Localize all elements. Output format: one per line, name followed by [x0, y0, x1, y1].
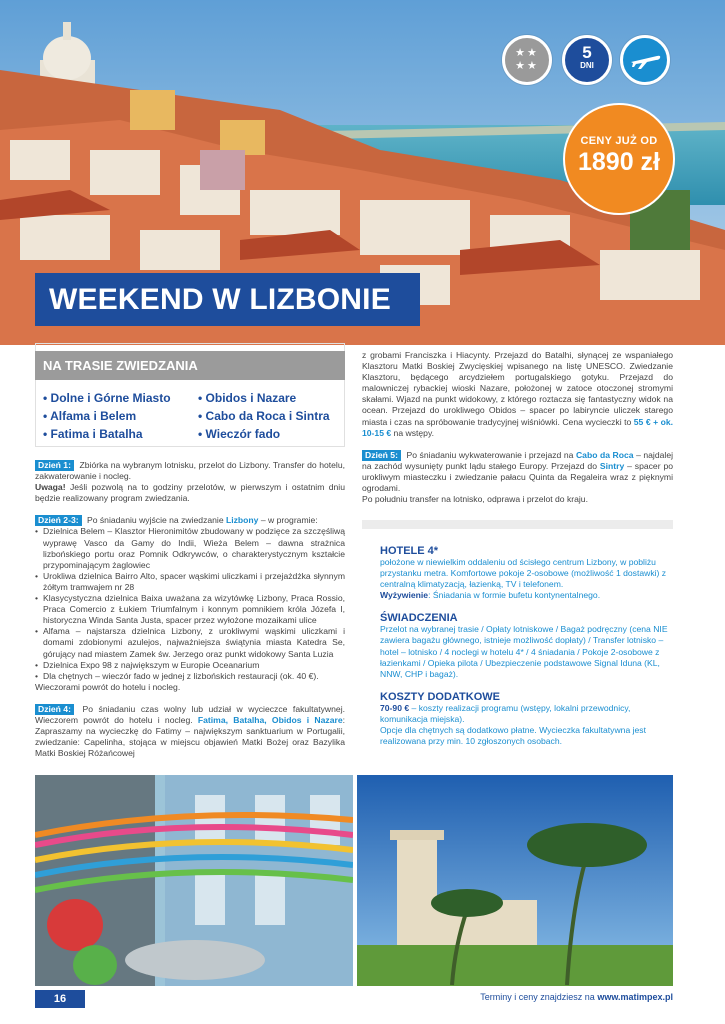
days-label: DNI — [580, 61, 594, 70]
costs-text — [380, 703, 673, 747]
price-badge — [563, 103, 675, 215]
program-left-column — [35, 460, 345, 759]
hotel-description: położone w niewielkim oddaleniu od ścisłego centrum Lizbony, w pobliżu przystanku metra. Komfortowe pokoje 2-osobowe (możliwość 1 dostawki) z centralną klimatyzacją, łazienką, TV i telefonem. — [380, 557, 667, 590]
footer-url[interactable]: www.matimpex.pl — [597, 992, 673, 1002]
day23-intro-b: – w programie: — [258, 515, 318, 526]
day5-text-c: – spacer po urokliwym miasteczku i zwiedzanie pałacu Quinta da Regaleira wraz z pięknymi ogrodami. — [362, 460, 674, 494]
price-a: Cena wycieczki to — [562, 416, 634, 427]
excursion-price: 55 € + ok. 10-15 € — [362, 416, 674, 438]
list-item: • Dzielnica Expo 98 z największym w Europie Oceanarium — [43, 660, 345, 671]
day23-label: Dzień 2-3: — [35, 515, 82, 526]
hotel-title: HOTELE 4* — [380, 545, 439, 557]
day23-outro: Wieczorami powrót do hotelu i nocleg. — [35, 681, 181, 692]
days-badge — [562, 35, 612, 85]
price-value: 1890 zł — [577, 148, 660, 176]
photo-street-decorations — [35, 775, 353, 986]
route-list-left — [43, 389, 171, 443]
day5-paragraph — [362, 450, 673, 494]
list-item: • Urokliwa dzielnica Bairro Alto, spacer wąskimi uliczkami i przejażdżka słynnym żółtym tramwajem nr 28 — [43, 571, 345, 593]
program-right-column — [362, 350, 673, 505]
plane-icon — [623, 38, 667, 82]
days-number: 5 — [582, 43, 592, 62]
photo-belem-tower — [357, 775, 673, 986]
stars-badge — [502, 35, 552, 85]
day5-text-a: Po śniadaniu wykwaterowanie i przejazd na — [406, 449, 576, 460]
costs-title: KOSZTY DODATKOWE — [380, 690, 500, 703]
note-label: Uwaga! — [35, 482, 66, 493]
page-number: 16 — [35, 990, 85, 1008]
hotel-stars: ★★ ★★ — [515, 47, 539, 72]
route-item: • Obidos i Nazare — [198, 391, 297, 405]
day4-text2: : Zapraszamy na wycieczkę do Fatimy – największym sanktuarium w Portugalii, zwiedzanie: Capelinha, stojąca w miejscu objawień Matki Bożej oraz Bazylika Matki Boskiej Różańcowej — [35, 714, 346, 759]
services-text: Przelot na wybranej trasie / Opłaty lotniskowe / Bagaż podręczny (cena NIE zawiera bagażu głównego, istnieje możliwość dopłaty) / Transfer lotnisko – hotel – lotnisko / 4 noclegi w hotelu 4* / 4 śniadania / Pokoje 2-osobowe z łazienkami / Opieka pilota / Ubezpieczenie podstawowe Signal Iduna (KL, NNW, CHP i bagaż). — [380, 624, 668, 679]
day23-city: Lizbony — [226, 515, 259, 526]
services-title: ŚWIADCZENIA — [380, 612, 458, 625]
day1-paragraph — [35, 460, 345, 482]
note-text: Jeśli pozwolą na to godziny przelotów, w pierwszym i ostatnim dniu będzie realizowany program zwiedzania. — [35, 482, 345, 504]
price-b: na wstępy. — [391, 427, 434, 438]
route-item: • Wieczór fado — [198, 427, 281, 441]
day1-label: Dzień 1: — [35, 460, 74, 471]
plane-badge — [620, 35, 670, 85]
costs-description: – koszty realizacji programu (wstępy, lokalni przewodnicy, komunikacja miejska). — [380, 702, 631, 724]
hotel-text — [380, 557, 673, 601]
day5-text-b: – najdalej na zachód wysunięty punkt lądu stałego Europy. Przejazd do — [362, 449, 674, 471]
route-item: • Fatima i Batalha — [43, 427, 143, 441]
footer-label: Terminy i ceny znajdziesz na — [480, 992, 598, 1002]
separator — [362, 520, 673, 529]
route-item: • Cabo da Roca i Sintra — [198, 409, 330, 423]
day5-label: Dzień 5: — [362, 450, 401, 461]
route-item: • Dolne i Górne Miasto — [43, 391, 171, 405]
food-label: Wyżywienie — [380, 590, 429, 601]
route-heading: NA TRASIE ZWIEDZANIA — [35, 351, 345, 380]
list-item: • Dzielnica Belem – Klasztor Hieronimitów zbudowany w podzięce za szczęśliwą wyprawę Vasco da Gamy do Indii, Wieża Belem – dawna strażnica lizbońskiego portu oraz Pomnik Odkrywców, o charakterystycznym kształcie przypominającym żaglowiec — [43, 526, 345, 570]
food-text: : Śniadania w formie bufetu kontynentalnego. — [428, 590, 601, 601]
info-column — [380, 545, 673, 747]
day4-paragraph — [35, 704, 345, 759]
footer-text — [480, 992, 673, 1002]
costs-price: 70-90 € — [380, 702, 410, 713]
list-item: • Klasycystyczna dzielnica Baixa uważana za wizytówkę Lizbony, Praca Rossio, Praca Comercio z Łukiem Triumfalnym i konnym pomnikiem króla Józefa I, historyczna Winda Santa Justa, spacer przez wyłożone mozaikami ulice — [43, 593, 345, 626]
day5-text-d: Po południu transfer na lotnisko, odprawa i przelot do kraju. — [362, 494, 588, 505]
day23-intro-a: Po śniadaniu wyjście na zwiedzanie — [86, 515, 226, 526]
list-item: • Alfama – najstarsza dzielnica Lizbony, z urokliwymi wąskimi uliczkami i domami zdobionymi azulejos, najważniejsza świątynia miasta Katedra Se, górujący nad miastem Zamek św. Jerzego oraz punkt widokowy Santa Luzia — [43, 626, 345, 659]
page-title: WEEKEND W LIZBONIE — [35, 273, 420, 326]
day4-text1: Po śniadaniu czas wolny lub udział w wycieczce fakultatywnej. Wieczorem powrót do hotelu i nocleg. — [35, 703, 345, 725]
day4-continued — [362, 350, 673, 439]
day4-places: Fatima, Batalha, Obidos i Nazare — [197, 714, 343, 725]
day1-text: Zbiórka na wybranym lotnisku, przelot do Lizbony. Transfer do hotelu, zakwaterowanie i nocleg. — [35, 460, 345, 482]
route-item: • Alfama i Belem — [43, 409, 137, 423]
day5-place1: Cabo da Roca — [575, 449, 634, 460]
day1-note — [35, 482, 345, 504]
day23-intro — [35, 515, 345, 526]
list-item: • Dla chętnych – wieczór fado w jednej z lizbońskich restauracji (ok. 40 €). — [43, 671, 345, 682]
day5-place2: Sintry — [599, 460, 625, 471]
costs-note: Opcje dla chętnych są dodatkowo płatne. Wycieczka fakultatywna jest realizowana przy min. 10 zgłoszonych osobach. — [380, 725, 646, 747]
day23-list — [35, 526, 345, 681]
day4-label: Dzień 4: — [35, 704, 74, 715]
day4-cont-text: z grobami Franciszka i Hiacynty. Przejazd do Batalhi, słynącej ze wspaniałego Klasztoru Matki Boskiej Zwycięskiej wpisanego na listę UNESCO. Zwiedzanie Klasztoru, będącego arcydziełem portugalskiego gotyku. Przejazd do malowniczej rybackiej wioski Nazare, położonej w zatoce otoczonej stromymi skałami. Wjazd na punkt widokowy, z którego roztacza się fantastyczny widok na ocean. Przejazd do urokliwego Obidos – spacer po labiryncie uliczek starego miasta i czas na spróbowanie tradycyjnej wiśniówki. — [362, 350, 673, 427]
route-list-right — [198, 389, 330, 443]
price-from-label: CENY JUŻ OD — [580, 135, 658, 147]
